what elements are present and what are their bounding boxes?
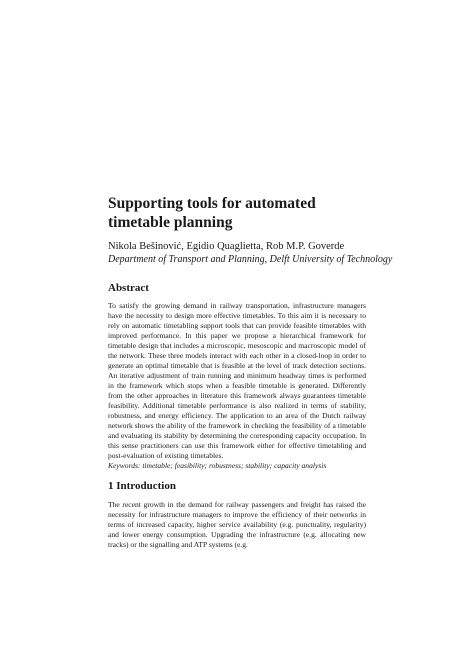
introduction-text: The recent growth in the demand for railway passengers and freight has raised the necessity for infrastructure managers to improve the efficiency of their networks in terms of increased capacity, higher service availability (e.g. punctuality, regularity) and lower energy consumption. Upgrading the infrastructure (e.g. allocating new tracks) or the signalling and ATP systems (e.g. bbox=[108, 500, 366, 549]
introduction-heading: 1 Introduction bbox=[108, 480, 176, 492]
keywords-label: Keywords: bbox=[108, 461, 141, 470]
keywords-line bbox=[108, 461, 366, 471]
abstract-text: To satisfy the growing demand in railway transportation, infrastructure managers have the necessity to design more effective timetables. To this aim it is necessary to rely on automatic timetabling support tools that can provide feasible timetables with improved performance. In this paper we propose a hierarchical framework for timetable design that includes a microscopic, mesoscopic and macroscopic model of the network. These three models interact with each other in a closed-loop in order to generate an optimal timetable that is feasible at the level of track detection sections. An iterative adjustment of train running and minimum headway times is performed in the framework which stops when a feasible timetable is generated. Differently from the other approaches in literature this framework always guarantees timetable feasibility. Additional timetable performance is also realized in terms of stability, robustness, and energy efficiency. The application to an area of the Dutch railway network shows the ability of the framework in checking the feasibility of a timetable and evaluating its stability by determining the corresponding capacity occupation. In this sense practitioners can use this framework either for effective timetabling and post-evaluation of existing timetables. bbox=[108, 301, 366, 460]
paper-affiliation: Department of Transport and Planning, Delft University of Technology bbox=[108, 254, 393, 265]
abstract-heading: Abstract bbox=[108, 282, 149, 294]
paper-authors: Nikola Bešinović, Egidio Quaglietta, Rob M.P. Goverde bbox=[108, 241, 345, 252]
keywords-values: timetable; feasibility; robustness; stability; capacity analysis bbox=[142, 461, 327, 470]
paper-title: Supporting tools for automated timetable planning bbox=[108, 195, 316, 231]
